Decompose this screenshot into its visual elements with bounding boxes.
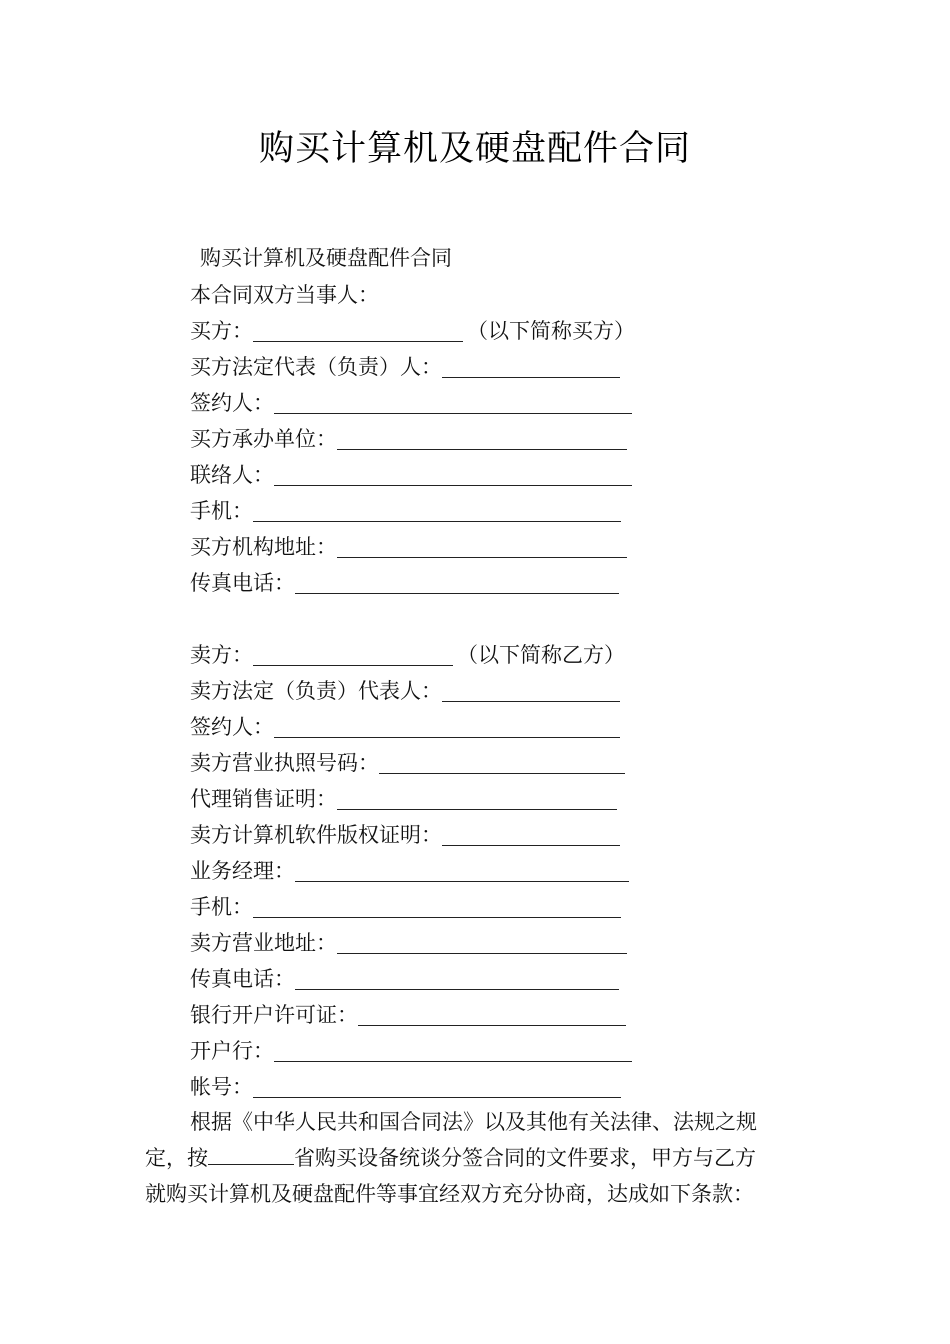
buyer-name-label: 买方： [190,319,253,343]
buyer-legal-rep-label: 买方法定代表（负责）人： [190,355,442,379]
buyer-section [190,276,650,600]
buyer-name-blank[interactable] [253,319,463,342]
agency-cert-label: 代理销售证明： [190,787,337,811]
seller-legal-rep-blank[interactable] [442,679,620,702]
document-subtitle: 购买计算机及硬盘配件合同 [200,246,452,270]
seller-fax-blank[interactable] [295,967,619,990]
parties-intro-label: 本合同双方当事人： [190,283,379,307]
buyer-unit-blank[interactable] [337,427,627,450]
seller-signatory-field [190,708,650,744]
seller-legal-rep-field [190,672,650,708]
buyer-contact-label: 联络人： [190,463,274,487]
parties-intro [190,276,650,312]
seller-license-label: 卖方营业执照号码： [190,751,379,775]
seller-name-field [190,636,650,672]
account-number-field [190,1068,650,1104]
business-manager-blank[interactable] [295,859,629,882]
seller-address-field [190,924,650,960]
buyer-name-suffix: （以下简称买方） [467,319,635,343]
closing-line-2-end: 省购买设备统谈分签合同的文件要求，甲方与乙方 [294,1146,756,1170]
bank-license-field [190,996,650,1032]
agency-cert-field [190,780,650,816]
buyer-address-blank[interactable] [337,535,627,558]
buyer-signatory-field [190,384,650,420]
seller-legal-rep-label: 卖方法定（负责）代表人： [190,679,442,703]
buyer-contact-field [190,456,650,492]
seller-fax-label: 传真电话： [190,967,295,991]
bank-name-blank[interactable] [274,1039,632,1062]
buyer-mobile-blank[interactable] [253,499,621,522]
business-manager-label: 业务经理： [190,859,295,883]
bank-name-label: 开户行： [190,1039,274,1063]
buyer-unit-label: 买方承办单位： [190,427,337,451]
seller-mobile-field [190,888,650,924]
closing-line-2 [145,1140,810,1176]
buyer-fax-blank[interactable] [295,571,619,594]
buyer-mobile-field [190,492,650,528]
closing-paragraph [145,1104,810,1212]
seller-section [190,636,650,1104]
buyer-legal-rep-blank[interactable] [442,355,620,378]
buyer-fax-label: 传真电话： [190,571,295,595]
business-manager-field [190,852,650,888]
buyer-unit-field [190,420,650,456]
seller-license-blank[interactable] [379,751,625,774]
closing-line-1: 根据《中华人民共和国合同法》以及其他有关法律、法规之规 [190,1110,757,1134]
software-copyright-field [190,816,650,852]
seller-address-blank[interactable] [337,931,627,954]
seller-signatory-label: 签约人： [190,715,274,739]
software-copyright-blank[interactable] [442,823,620,846]
closing-line-3: 就购买计算机及硬盘配件等事宜经双方充分协商，达成如下条款： [145,1182,754,1206]
buyer-fax-field [190,564,650,600]
buyer-mobile-label: 手机： [190,499,253,523]
bank-license-label: 银行开户许可证： [190,1003,358,1027]
buyer-address-field [190,528,650,564]
seller-license-field [190,744,650,780]
buyer-contact-blank[interactable] [274,463,632,486]
seller-name-label: 卖方： [190,643,253,667]
province-blank[interactable] [208,1142,294,1165]
seller-mobile-blank[interactable] [253,895,621,918]
account-number-blank[interactable] [253,1075,621,1098]
seller-address-label: 卖方营业地址： [190,931,337,955]
buyer-address-label: 买方机构地址： [190,535,337,559]
seller-name-blank[interactable] [253,643,453,666]
closing-line-2-start: 定，按 [145,1146,208,1170]
software-copyright-label: 卖方计算机软件版权证明： [190,823,442,847]
seller-name-suffix: （以下简称乙方） [457,643,625,667]
agency-cert-blank[interactable] [337,787,617,810]
seller-mobile-label: 手机： [190,895,253,919]
bank-name-field [190,1032,650,1068]
buyer-legal-rep-field [190,348,650,384]
buyer-name-field [190,312,650,348]
seller-fax-field [190,960,650,996]
bank-license-blank[interactable] [358,1003,626,1026]
buyer-signatory-label: 签约人： [190,391,274,415]
buyer-signatory-blank[interactable] [274,391,632,414]
seller-signatory-blank[interactable] [274,715,620,738]
account-number-label: 帐号： [190,1075,253,1099]
document-title: 购买计算机及硬盘配件合同 [258,129,691,169]
